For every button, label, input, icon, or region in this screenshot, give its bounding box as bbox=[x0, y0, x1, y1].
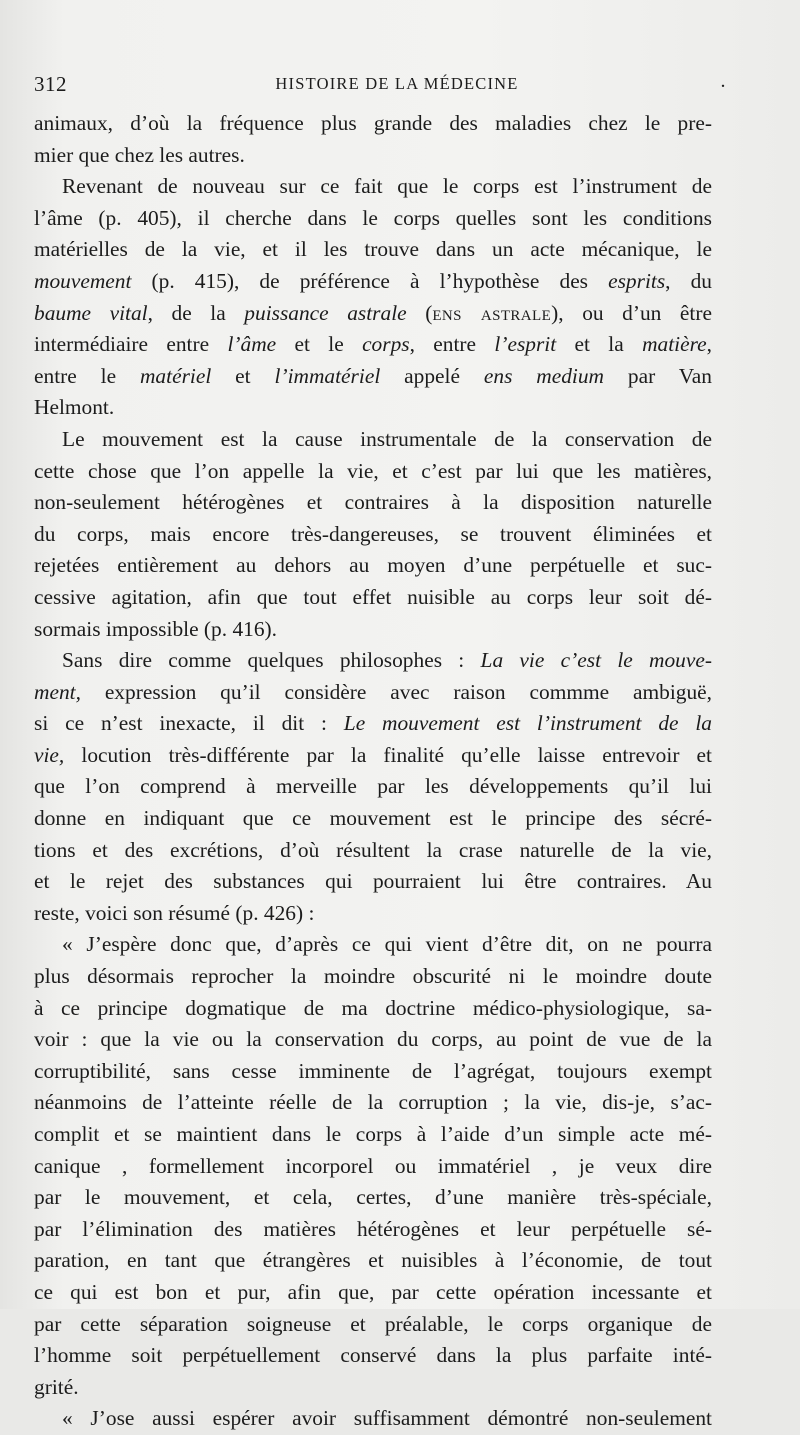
text-line bbox=[34, 677, 712, 709]
text-segment: Helmont. bbox=[34, 395, 115, 420]
text-segment: , entre bbox=[409, 332, 495, 357]
italic-text: vie, bbox=[34, 742, 65, 767]
text-line bbox=[34, 487, 712, 519]
italic-text: l’esprit bbox=[494, 332, 557, 357]
italic-text: ens medium bbox=[483, 363, 605, 388]
italic-text: mouvement bbox=[34, 268, 132, 293]
text-segment: par Van bbox=[604, 363, 712, 388]
text-line bbox=[34, 1245, 712, 1277]
text-segment: plus désormais reprocher la moindre obscurité ni le moindre doute bbox=[34, 964, 712, 989]
text-segment: cessive agitation, afin que tout effet nuisible au corps leur soit dé- bbox=[34, 584, 712, 609]
text-line bbox=[34, 456, 712, 488]
italic-text: l’immatériel bbox=[274, 363, 381, 388]
text-line bbox=[34, 1024, 712, 1056]
text-segment: ( bbox=[406, 300, 433, 325]
text-segment: voir : que la vie ou la conservation du corps, au point de vue de la bbox=[34, 1027, 712, 1052]
text-segment: que l’on comprend à merveille par les développements qu’il lui bbox=[34, 774, 712, 799]
text-line bbox=[34, 1119, 712, 1151]
text-line bbox=[34, 1309, 712, 1341]
text-segment: cette chose que l’on appelle la vie, et c’est par lui que les matières, bbox=[34, 458, 712, 483]
text-segment: complit et se maintient dans le corps à l’aide d’un simple acte mé- bbox=[34, 1122, 712, 1146]
text-segment: corruptibilité, sans cesse imminente de l’agrégat, toujours exempt bbox=[34, 1058, 712, 1083]
text-segment: « J’ose aussi espérer avoir suffisamment démontré non-seulement bbox=[62, 1406, 712, 1431]
italic-text: esprits bbox=[608, 268, 666, 293]
small-caps-text: ens astrale bbox=[432, 300, 552, 325]
text-segment: du corps, mais encore très-dangereuses, se trouvent éliminées et bbox=[34, 521, 712, 546]
italic-text: baume vital bbox=[34, 300, 148, 325]
text-segment: néanmoins de l’atteinte réelle de la corruption ; la vie, dis-je, s’ac- bbox=[34, 1090, 712, 1115]
text-segment: Revenant de nouveau sur ce fait que le corps est l’instrument de bbox=[62, 174, 712, 199]
text-line bbox=[34, 614, 712, 646]
text-line bbox=[34, 961, 712, 993]
text-line bbox=[34, 645, 712, 677]
text-line bbox=[34, 1182, 712, 1214]
text-segment: non-seulement hétérogènes et contraires à la disposition naturelle bbox=[34, 490, 712, 515]
text-segment: mier que chez les autres. bbox=[34, 142, 245, 167]
italic-text: puissance astrale bbox=[244, 300, 407, 325]
text-segment: rejetées entièrement au dehors au moyen d’une perpétuelle et suc- bbox=[34, 553, 712, 578]
text-line bbox=[34, 803, 712, 835]
text-segment: et bbox=[211, 363, 275, 388]
text-segment: intermédiaire entre bbox=[34, 332, 228, 357]
italic-text: matière bbox=[642, 332, 707, 357]
text-line bbox=[34, 1056, 712, 1088]
text-segment: par le mouvement, et cela, certes, d’une manière très-spéciale, bbox=[34, 1185, 712, 1210]
text-line bbox=[34, 298, 712, 330]
text-segment: matérielles de la vie, et il les trouve dans un acte mécanique, le bbox=[34, 237, 712, 262]
text-line bbox=[34, 708, 712, 740]
text-line bbox=[34, 740, 712, 772]
text-line bbox=[34, 1087, 712, 1119]
text-line bbox=[34, 866, 712, 898]
text-segment: , du bbox=[665, 268, 713, 293]
text-line bbox=[34, 140, 712, 172]
text-line bbox=[34, 993, 712, 1025]
text-segment: l’âme (p. 405), il cherche dans le corps quelles sont les conditions bbox=[34, 205, 712, 230]
ink-mark: . bbox=[720, 70, 726, 92]
text-segment: et la bbox=[556, 332, 643, 357]
text-line bbox=[34, 519, 712, 551]
text-segment: expression qu’il considère avec raison commme ambiguë, bbox=[80, 679, 712, 704]
text-segment: Sans dire comme quelques philosophes : bbox=[62, 648, 481, 673]
text-segment: , de la bbox=[147, 300, 245, 325]
text-segment: canique , formellement incorporel ou immatériel , je veux dire bbox=[34, 1153, 712, 1178]
italic-text: ment, bbox=[34, 679, 81, 704]
page-number: 312 bbox=[34, 72, 67, 96]
italic-text: matériel bbox=[139, 363, 212, 388]
text-line bbox=[34, 392, 712, 424]
text-line bbox=[34, 835, 712, 867]
text-line bbox=[34, 898, 712, 930]
text-line bbox=[34, 1214, 712, 1246]
text-segment: entre le bbox=[34, 363, 140, 388]
text-segment: (p. 415), de préférence à l’hypothèse des bbox=[131, 268, 609, 293]
text-segment: et le rejet des substances qui pourraient lui être contraires. Au bbox=[34, 869, 712, 894]
text-segment: donne en indiquant que ce mouvement est le principe des sécré- bbox=[34, 806, 712, 831]
text-line bbox=[34, 234, 712, 266]
text-segment: ce qui est bon et pur, afin que, par cette opération incessante et bbox=[34, 1279, 712, 1304]
running-title: HISTOIRE DE LA MÉDECINE bbox=[275, 74, 519, 93]
text-segment: sormais impossible (p. 416). bbox=[34, 616, 278, 641]
text-line bbox=[34, 329, 712, 361]
body-text bbox=[34, 108, 712, 1435]
text-segment: appelé bbox=[380, 363, 484, 388]
text-line bbox=[34, 171, 712, 203]
text-segment: ), ou d’un être bbox=[551, 300, 712, 325]
text-line bbox=[34, 361, 712, 393]
running-head bbox=[34, 70, 726, 96]
text-line bbox=[34, 1277, 712, 1309]
text-line bbox=[34, 108, 712, 140]
text-segment: locution très-différente par la finalité qu’elle laisse entrevoir et bbox=[64, 742, 712, 767]
text-segment: animaux, d’où la fréquence plus grande des maladies chez le pre- bbox=[34, 111, 712, 135]
text-line bbox=[34, 203, 712, 235]
text-line bbox=[34, 424, 712, 456]
text-line bbox=[34, 1151, 712, 1183]
text-line bbox=[34, 1372, 712, 1404]
text-segment: et le bbox=[276, 332, 363, 357]
text-line bbox=[34, 1340, 712, 1372]
italic-text: corps bbox=[362, 332, 410, 357]
text-line bbox=[34, 1403, 712, 1435]
italic-text: l’âme bbox=[227, 332, 277, 357]
text-segment: l’homme soit perpétuellement conservé dans la plus parfaite inté- bbox=[34, 1343, 712, 1368]
text-segment: « J’espère donc que, d’après ce qui vient d’être dit, on ne pourra bbox=[62, 932, 712, 957]
text-line bbox=[34, 266, 712, 298]
text-line bbox=[34, 582, 712, 614]
text-line bbox=[34, 550, 712, 582]
text-segment: par l’élimination des matières hétérogènes et leur perpétuelle sé- bbox=[34, 1216, 712, 1241]
italic-text: Le mouvement est l’instrument de la bbox=[343, 711, 713, 736]
text-segment: grité. bbox=[34, 1374, 79, 1399]
text-segment: tions et des excrétions, d’où résultent la crase naturelle de la vie, bbox=[34, 837, 712, 862]
text-line bbox=[34, 771, 712, 803]
text-segment: , bbox=[706, 332, 712, 357]
text-line bbox=[34, 929, 712, 961]
text-segment: si ce n’est inexacte, il dit : bbox=[34, 711, 344, 736]
text-segment: reste, voici son résumé (p. 426) : bbox=[34, 900, 315, 925]
text-segment: Le mouvement est la cause instrumentale de la conservation de bbox=[62, 426, 712, 451]
text-segment: paration, en tant que étrangères et nuisibles à l’économie, de tout bbox=[34, 1248, 712, 1273]
text-segment: par cette séparation soigneuse et préalable, le corps organique de bbox=[34, 1311, 712, 1336]
text-segment: à ce principe dogmatique de ma doctrine médico-physiologique, sa- bbox=[34, 995, 712, 1020]
italic-text: La vie c’est le mouve- bbox=[480, 648, 712, 673]
